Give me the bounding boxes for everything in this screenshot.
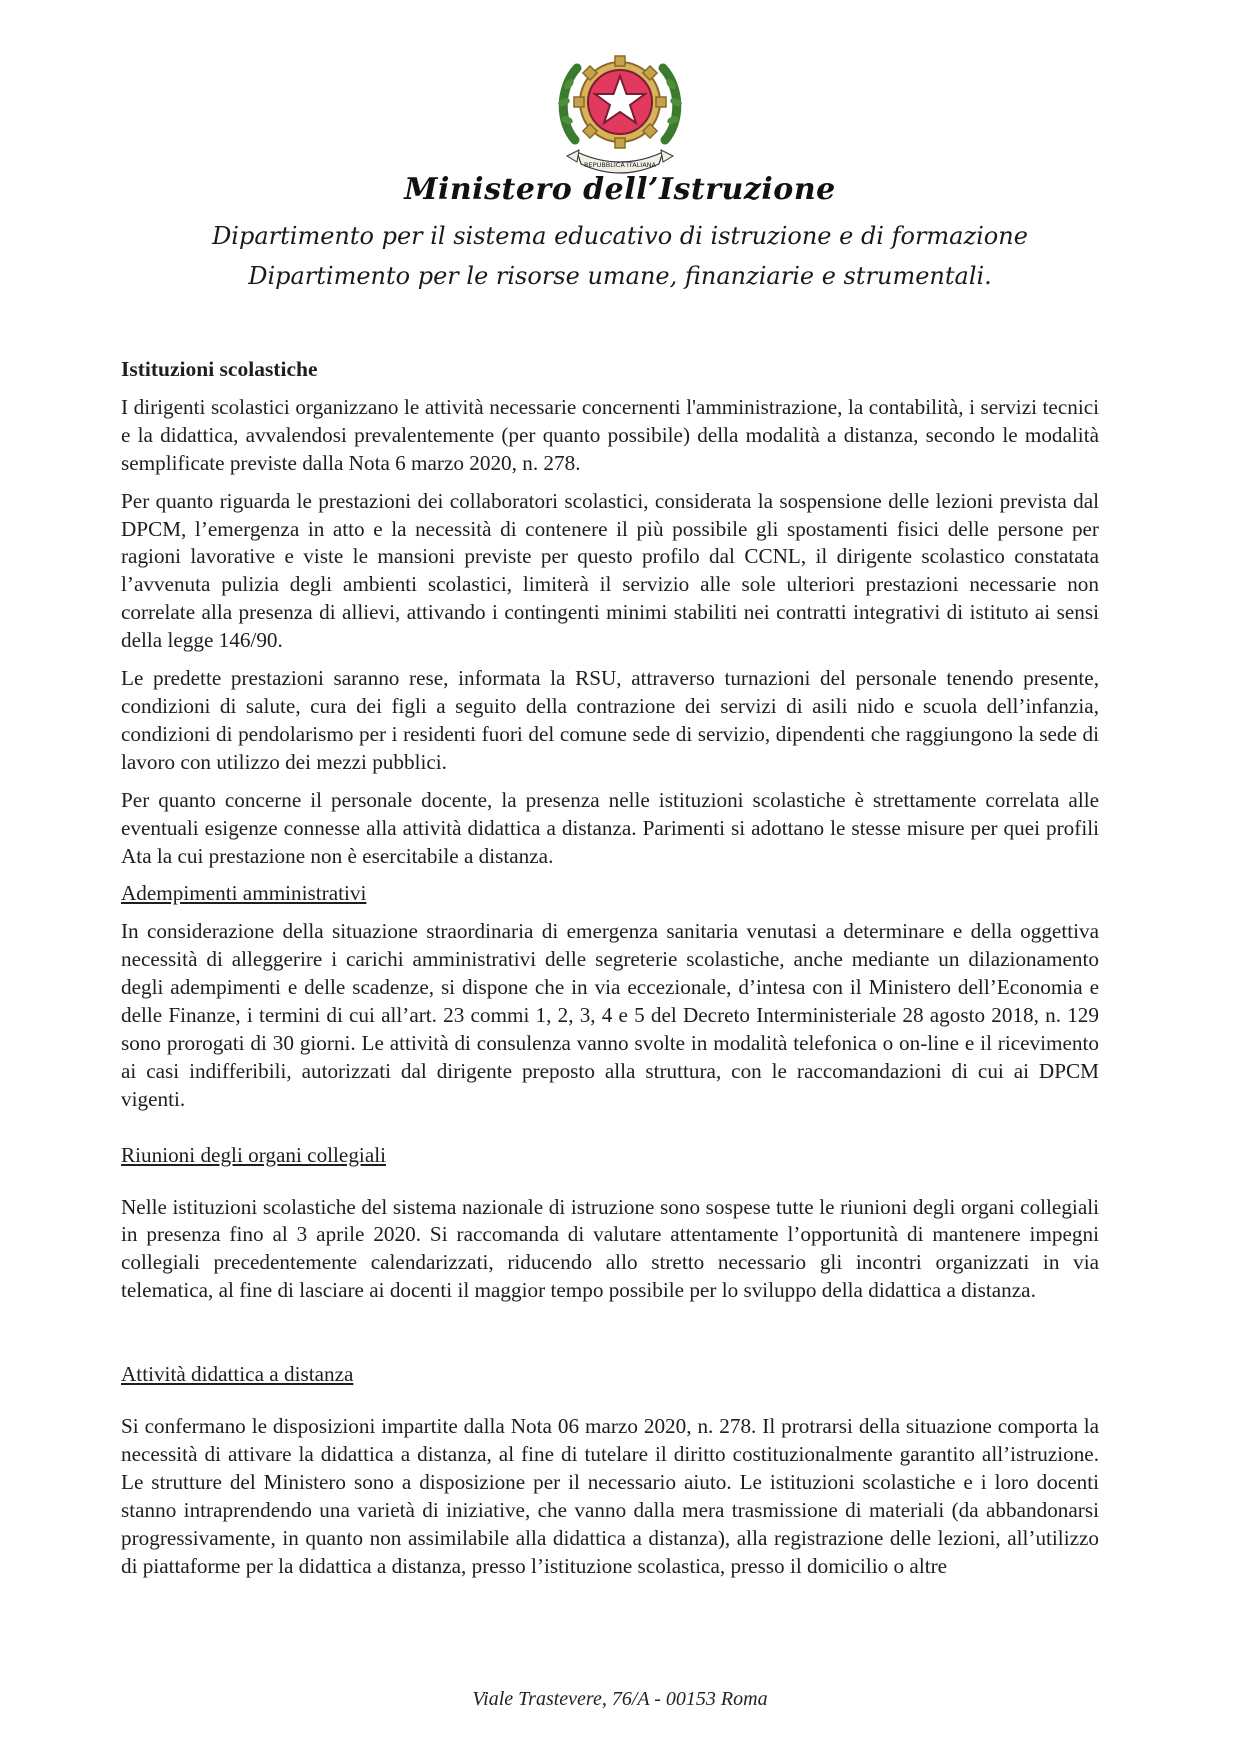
italian-republic-emblem-icon	[555, 44, 685, 176]
paragraph: Per quanto riguarda le prestazioni dei collaboratori scolastici, considerata la sospensione delle lezioni prevista dal DPCM, l’emergenza in atto e la necessità di contenere il più possibile gli spostamenti fisici delle persone per ragioni lavorative e viste le mansioni previste per questo profilo dal CCNL, il dirigente scolastico constatata l’avvenuta pulizia degli ambienti scolastici, limiterà il servizio alle sole ulteriori prestazioni necessarie non correlate alla presenza di allievi, attivando i contingenti minimi stabiliti nei contratti integrativi di istituto ai sensi della legge 146/90.	[121, 488, 1099, 653]
ministry-title: Ministero dell’Istruzione	[404, 172, 836, 207]
department-line-1: Dipartimento per il sistema educativo di istruzione e di formazione	[212, 222, 1028, 250]
paragraph: Per quanto concerne il personale docente, la presenza nelle istituzioni scolastiche è strettamente correlata alle eventuali esigenze connesse alla attività didattica a distanza. Parimenti si adottano le stesse misure per quei profili Ata la cui prestazione non è esercitabile a distanza.	[121, 787, 1099, 868]
section-heading-riunioni: Riunioni degli organi collegiali	[121, 1142, 386, 1167]
department-line-2: Dipartimento per le risorse umane, finanziarie e strumentali.	[248, 262, 992, 290]
paragraph: Le predette prestazioni saranno rese, informata la RSU, attraverso turnazioni del personale tenendo presente, condizioni di salute, cura dei figli a seguito della contrazione dei servizi di asili nido e scuola dell’infanzia, condizioni di pendolarismo per i residenti fuori del comune sede di servizio, dipendenti che raggiungono la sede di lavoro con utilizzo dei mezzi pubblici.	[121, 666, 1099, 774]
paragraph: I dirigenti scolastici organizzano le attività necessarie concernenti l'amministrazione, la contabilità, i servizi tecnici e la didattica, avvalendosi prevalentemente (per quanto possibile) della modalità a distanza, secondo le modalità semplificate previste dalla Nota 6 marzo 2020, n. 278.	[121, 394, 1099, 475]
paragraph: Nelle istituzioni scolastiche del sistema nazionale di istruzione sono sospese tutte le riunioni degli organi collegiali in presenza fino al 3 aprile 2020. Si raccomanda di valutare attentamente l’opportunità di mantenere impegni collegiali precedentemente calendarizzati, riducendo allo stretto necessario gli incontri organizzati in via telematica, al fine di lasciare ai docenti il maggior tempo possibile per lo sviluppo della didattica a distanza.	[121, 1194, 1099, 1303]
svg-text:REPUBBLICA ITALIANA: REPUBBLICA ITALIANA	[584, 161, 656, 169]
paragraph: In considerazione della situazione straordinaria di emergenza sanitaria venutasi a determinare e della oggettiva necessità di alleggerire i carichi amministrativi delle segreterie scolastiche, anche mediante un dilazionamento degli adempimenti e delle scadenze, si dispone che in via eccezionale, d’intesa con il Ministero dell’Economia e delle Finanze, i termini di cui all’art. 23 commi 1, 2, 3, 4 e 5 del Decreto Interministeriale 28 agosto 2018, n. 129 sono prorogati di 30 giorni. Le attività di consulenza vanno svolte in modalità telefonica o on-line e il ricevimento ai casi indifferibili, autorizzati dal dirigente preposto alla struttura, con le raccomandazioni di cui ai DPCM vigenti.	[121, 919, 1099, 1111]
section-heading-istituzioni: Istituzioni scolastiche	[121, 357, 318, 381]
section-heading-adempimenti: Adempimenti amministrativi	[121, 881, 367, 906]
document-body	[121, 356, 1099, 1591]
paragraph: Si confermano le disposizioni impartite dalla Nota 06 marzo 2020, n. 278. Il protrarsi della situazione comporta la necessità di attivare la didattica a distanza, al fine di tutelare il diritto costituzionalmente garantito all’istruzione. Le strutture del Ministero sono a disposizione per il necessario aiuto. Le istituzioni scolastiche e i loro docenti stanno intraprendendo una varietà di iniziative, che vanno dalla mera trasmissione di materiali (da abbandonarsi progressivamente, in quanto non assimilabile alla didattica a distanza), alla registrazione delle lezioni, all’utilizzo di piattaforme per la didattica a distanza, presso l’istituzione scolastica, presso il domicilio o altre	[121, 1414, 1099, 1578]
section-heading-didattica: Attività didattica a distanza	[121, 1362, 354, 1387]
footer-address: Viale Trastevere, 76/A - 00153 Roma	[472, 1688, 768, 1710]
